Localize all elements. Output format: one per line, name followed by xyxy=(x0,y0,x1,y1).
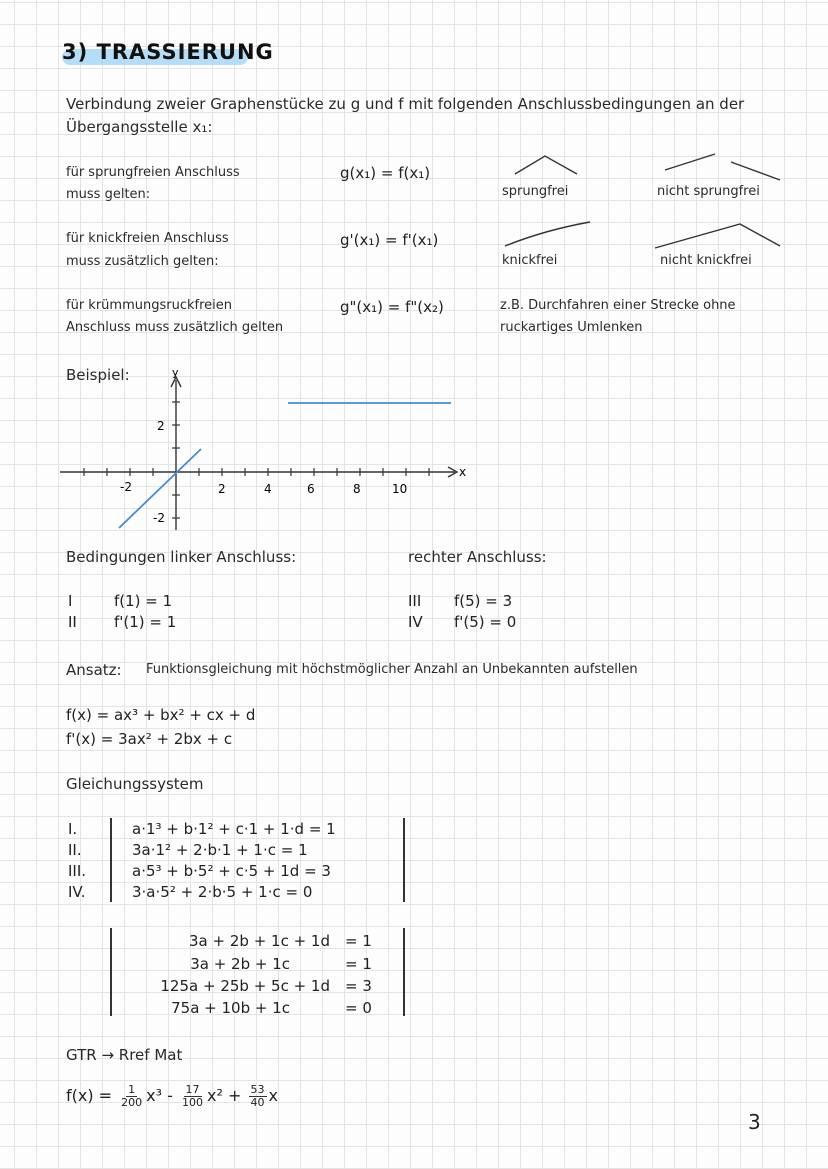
result-term-3-var: x xyxy=(268,1086,278,1105)
example-graph xyxy=(55,360,475,535)
y-tick-label: -2 xyxy=(153,511,165,525)
nicht-sprungfrei-sketch-right xyxy=(731,162,780,180)
condition-2-text-2: muss zusätzlich gelten: xyxy=(66,254,219,269)
matrix-row-2-rhs: = 1 xyxy=(345,955,372,973)
x-tick-label: 2 xyxy=(218,482,226,496)
matrix-row-2-lhs: 3a + 2b + 1c xyxy=(190,955,290,973)
left-condition-2 xyxy=(68,613,176,631)
row-number: IV. xyxy=(68,883,86,901)
condition-equation: f(5) = 3 xyxy=(454,592,513,610)
function-equation: f(x) = ax³ + bx² + cx + d xyxy=(66,706,256,724)
knickfrei-sketch xyxy=(505,222,590,246)
right-conditions-title: rechter Anschluss: xyxy=(408,548,547,566)
row-equation: a·1³ + b·1² + c·1 + 1·d = 1 xyxy=(132,820,336,838)
condition-equation: f'(1) = 1 xyxy=(114,613,177,631)
condition-equation: f(1) = 1 xyxy=(114,592,173,610)
matrix-row-1-rhs: = 1 xyxy=(345,932,372,950)
condition-1-formula: g(x₁) = f(x₁) xyxy=(340,164,431,182)
row-number: I. xyxy=(68,820,78,838)
system-row-3 xyxy=(68,862,331,880)
result-term-3-fraction: $\frac{53}{40}$ xyxy=(250,1083,265,1109)
page-title: 3) TRASSIERUNG xyxy=(62,40,274,64)
matrix-left-bar xyxy=(110,928,112,1016)
x-axis-label: x xyxy=(459,465,467,479)
label-nicht-sprungfrei: nicht sprungfrei xyxy=(657,184,760,199)
condition-3-text-2: Anschluss muss zusätzlich gelten xyxy=(66,320,284,335)
result-term-1-fraction: $\frac{1}{200}$ xyxy=(121,1083,143,1109)
derivative-equation: f'(x) = 3ax² + 2bx + c xyxy=(66,730,233,748)
right-condition-1 xyxy=(408,592,512,610)
gtr-line: GTR → Rref Mat xyxy=(66,1046,183,1064)
label-knickfrei: knickfrei xyxy=(502,253,558,268)
matrix-row-4-lhs: 75a + 10b + 1c xyxy=(171,999,290,1017)
result-term-2-sign: - xyxy=(167,1086,173,1105)
system-right-bar xyxy=(403,818,405,902)
page-number: 3 xyxy=(748,1110,761,1134)
y-tick-label: 2 xyxy=(157,419,165,433)
condition-2-formula: g'(x₁) = f'(x₁) xyxy=(340,231,439,249)
matrix-right-bar xyxy=(403,928,405,1016)
nicht-sprungfrei-sketch-left xyxy=(665,154,715,170)
condition-2-text-1: für knickfreien Anschluss xyxy=(66,231,229,246)
x-tick-label: 10 xyxy=(392,482,408,496)
row-number: II. xyxy=(68,841,82,859)
sprungfrei-sketch xyxy=(515,156,577,174)
condition-number: II xyxy=(68,613,77,631)
condition-number: III xyxy=(408,592,422,610)
ansatz-label: Ansatz: xyxy=(66,661,122,679)
condition-1-text-2: muss gelten: xyxy=(66,187,151,202)
condition-3-formula: g"(x₁) = f"(x₂) xyxy=(340,298,444,316)
intro-line-1: Verbindung zweier Graphenstücke zu g und f mit folgenden Anschlussbedingungen an der xyxy=(66,95,745,113)
left-condition-1 xyxy=(68,592,172,610)
result-term-3-sign: + xyxy=(228,1086,242,1105)
label-nicht-knickfrei: nicht knickfrei xyxy=(660,253,752,268)
matrix-row-1-lhs: 3a + 2b + 1c + 1d xyxy=(189,932,330,950)
nicht-knickfrei-sketch xyxy=(655,224,780,248)
matrix-row-3-rhs: = 3 xyxy=(345,977,372,995)
row-equation: 3·a·5² + 2·b·5 + 1·c = 0 xyxy=(132,883,313,901)
condition-3-text-1: für krümmungsruckfreien xyxy=(66,298,232,313)
row-equation: a·5³ + b·5² + c·5 + 1d = 3 xyxy=(132,862,331,880)
y-axis-label: y xyxy=(172,366,179,379)
condition-number: IV xyxy=(408,613,423,631)
x-tick-label: 4 xyxy=(264,482,272,496)
label-sprungfrei: sprungfrei xyxy=(502,184,569,199)
result-equation xyxy=(66,1084,278,1109)
condition-number: I xyxy=(68,592,73,610)
example-note-1: z.B. Durchfahren einer Strecke ohne xyxy=(500,298,736,313)
matrix-row-3-lhs: 125a + 25b + 5c + 1d xyxy=(160,977,330,995)
result-prefix: f(x) = xyxy=(66,1086,113,1105)
matrix-row-4-rhs: = 0 xyxy=(345,999,372,1017)
beispiel-label: Beispiel: xyxy=(66,366,130,384)
x-tick-label: -2 xyxy=(120,480,132,494)
right-condition-2 xyxy=(408,613,516,631)
system-row-4 xyxy=(68,883,312,901)
result-term-1-var: x³ xyxy=(146,1086,163,1105)
left-conditions-title: Bedingungen linker Anschluss: xyxy=(66,548,297,566)
continuity-sketches xyxy=(495,150,795,270)
ansatz-text: Funktionsgleichung mit höchstmöglicher Anzahl an Unbekannten aufstellen xyxy=(146,662,638,677)
title-block xyxy=(62,40,274,64)
row-number: III. xyxy=(68,862,87,880)
intro-line-2: Übergangsstelle x₁: xyxy=(66,118,213,136)
system-row-2 xyxy=(68,841,308,859)
condition-equation: f'(5) = 0 xyxy=(454,613,517,631)
x-tick-label: 6 xyxy=(307,482,315,496)
system-title: Gleichungssystem xyxy=(66,775,204,793)
condition-1-text-1: für sprungfreien Anschluss xyxy=(66,165,240,180)
x-tick-label: 8 xyxy=(353,482,361,496)
result-term-2-var: x² xyxy=(207,1086,223,1105)
system-row-1 xyxy=(68,820,336,838)
result-term-2-fraction: $\frac{17}{100}$ xyxy=(182,1083,204,1109)
row-equation: 3a·1² + 2·b·1 + 1·c = 1 xyxy=(132,841,308,859)
example-note-2: ruckartiges Umlenken xyxy=(500,320,643,335)
